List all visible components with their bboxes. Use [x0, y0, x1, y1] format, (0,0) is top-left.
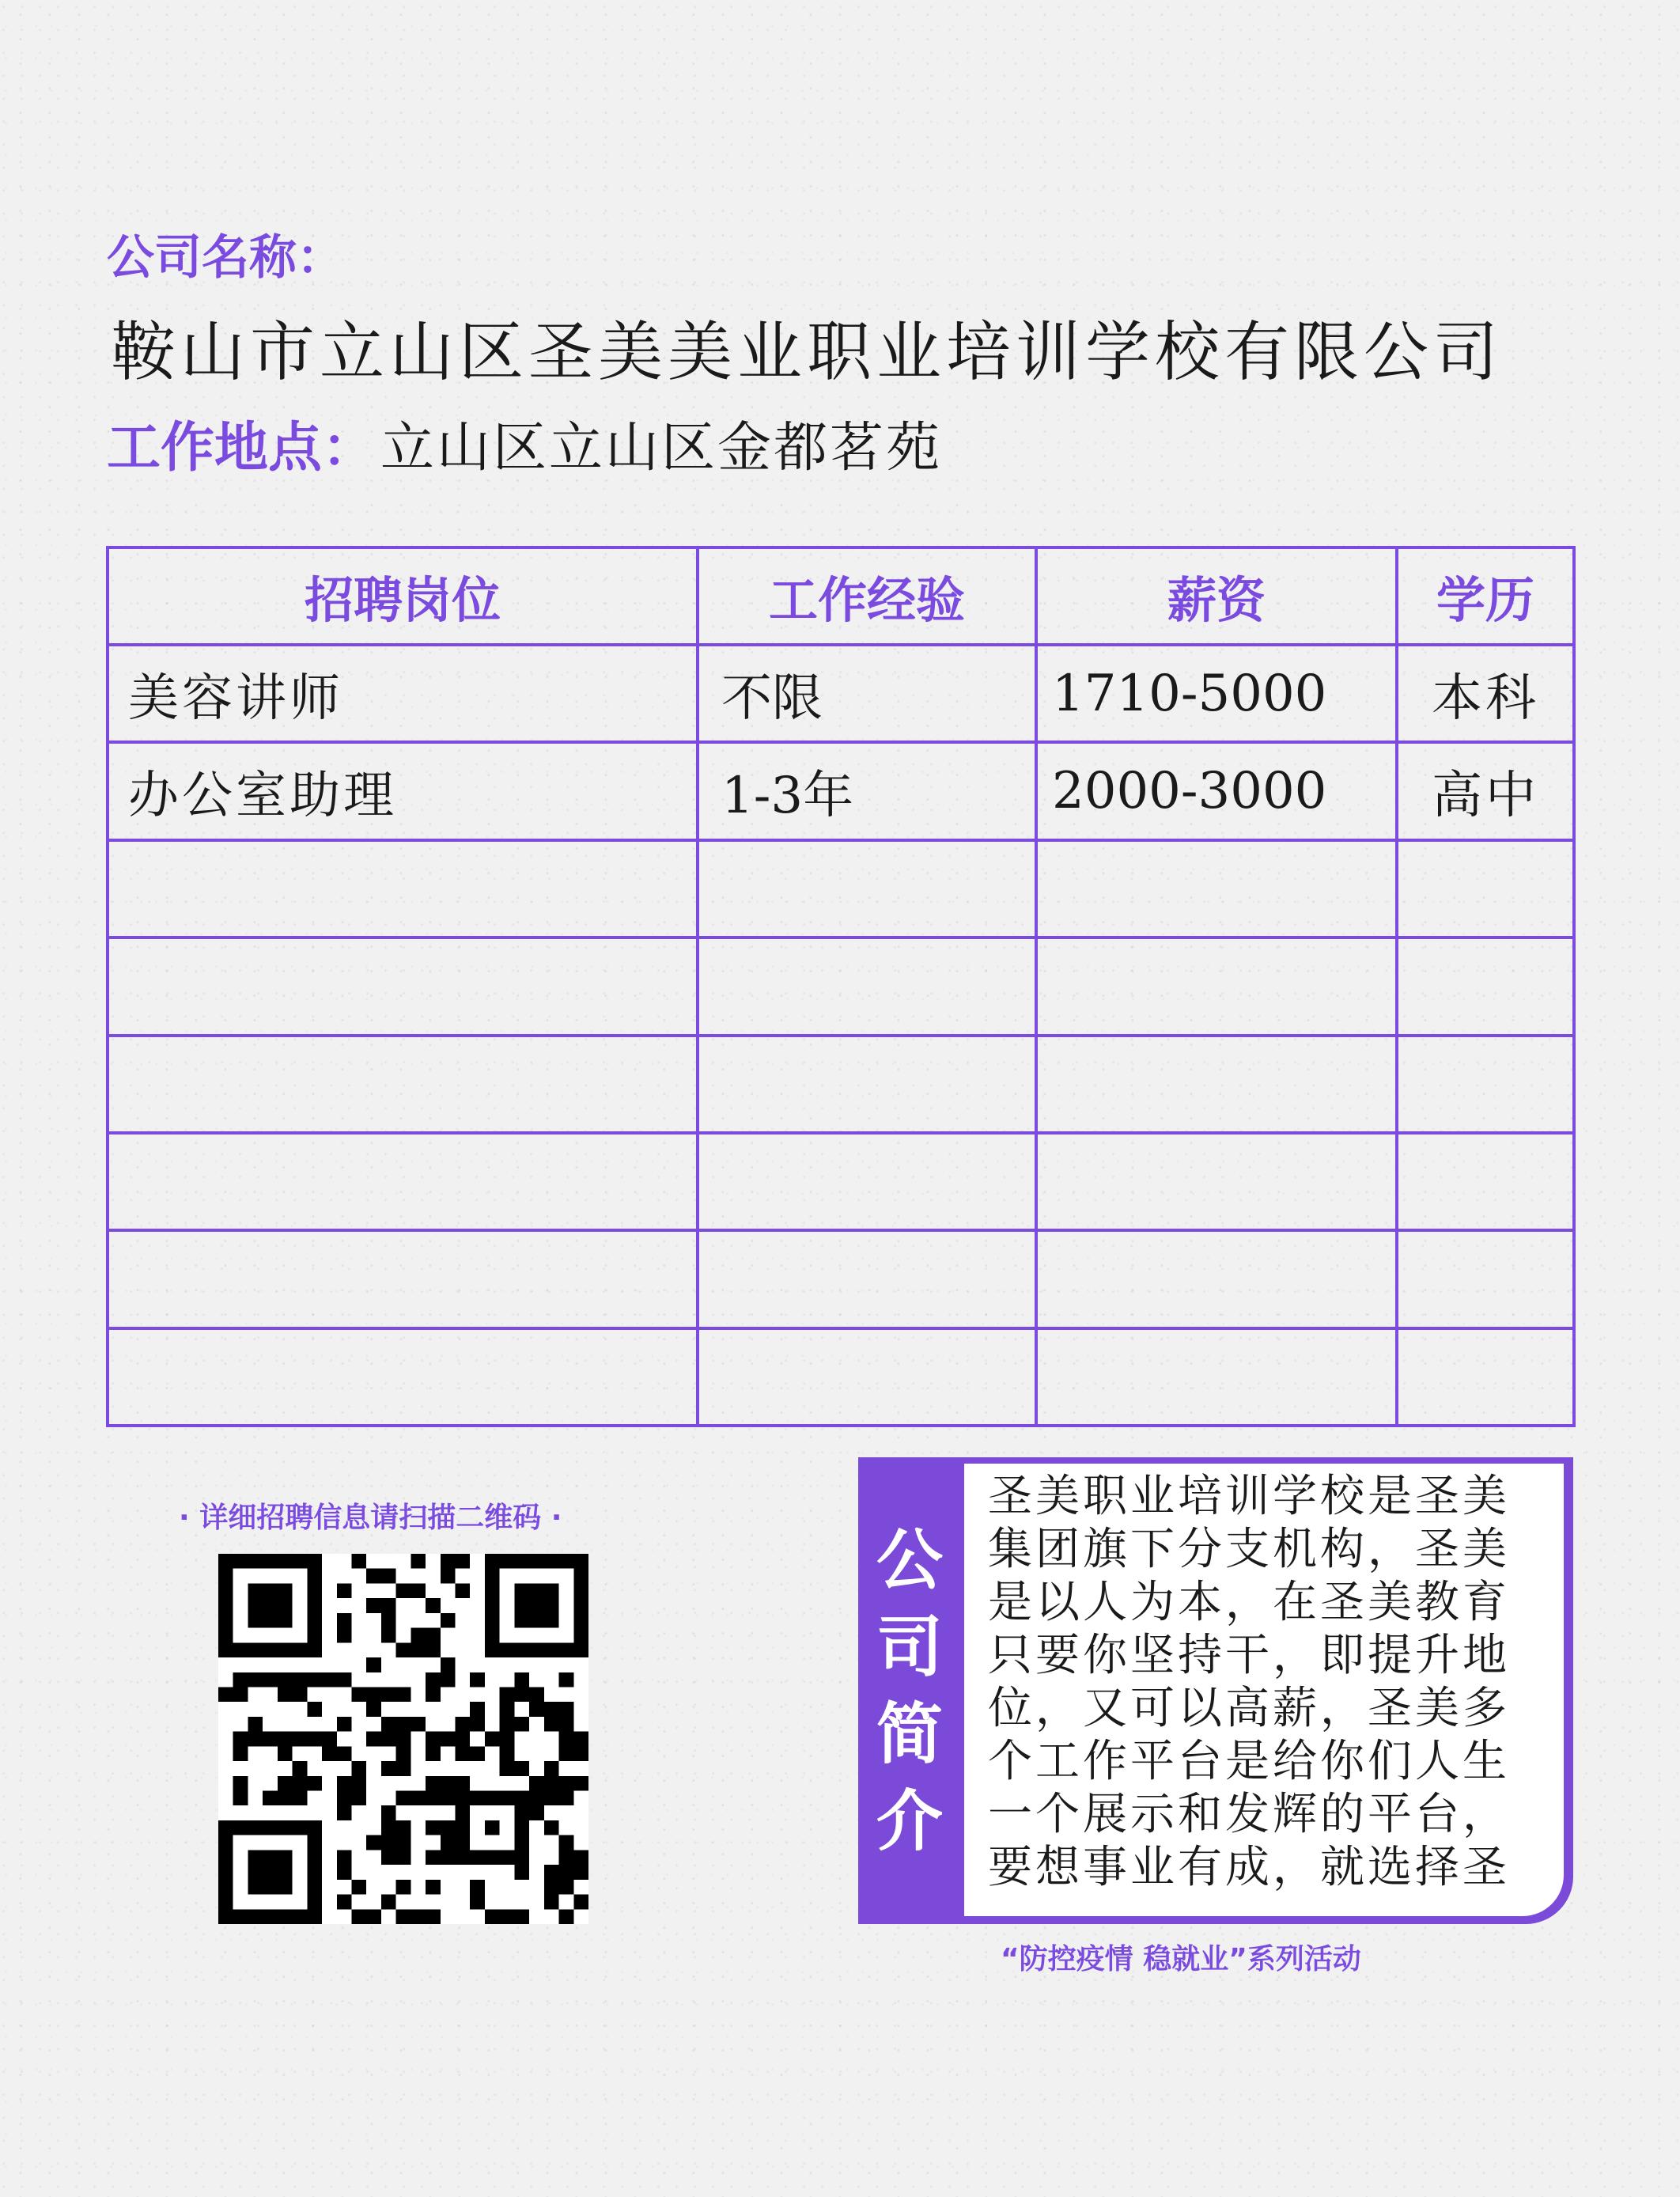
company-intro-box: [858, 1457, 1573, 1924]
company-intro-text: 圣美职业培训学校是圣美集团旗下分支机构，圣美是以人为本，在圣美教育只要你坚持干，即提升地位，又可以高薪，圣美多个工作平台是给你们人生一个展示和发辉的平台，要想事业有成，就选择圣: [964, 1464, 1564, 1916]
table-cell: [698, 1230, 1036, 1328]
work-location: [107, 405, 942, 482]
table-cell: [108, 840, 698, 938]
table-cell: [1397, 1133, 1574, 1230]
header-salary: 薪资: [1036, 547, 1397, 645]
table-cell: [698, 840, 1036, 938]
table-cell: [1036, 938, 1397, 1035]
table-cell: 1-3年: [698, 742, 1036, 839]
table-cell: [1397, 938, 1574, 1035]
qr-caption: · 详细招聘信息请扫描二维码 ·: [179, 1502, 562, 1534]
intro-title-char: 公: [876, 1521, 943, 1599]
intro-title-char: 简: [876, 1695, 943, 1773]
work-location-label: 工作地点：: [107, 417, 376, 479]
table-cell: [1036, 1230, 1397, 1328]
table-cell: 本科: [1397, 645, 1574, 742]
activity-caption: “防控疫情 稳就业”系列活动: [1001, 1943, 1361, 1975]
table-cell: [698, 1133, 1036, 1230]
table-cell: [108, 938, 698, 1035]
table-row: [108, 1133, 1574, 1230]
table-cell: [1036, 1328, 1397, 1426]
table-cell: [1397, 1328, 1574, 1426]
job-table: [106, 546, 1576, 1427]
table-row: [108, 1036, 1574, 1133]
table-cell: [1036, 840, 1397, 938]
intro-title-char: 司: [876, 1608, 943, 1686]
header-experience: 工作经验: [698, 547, 1036, 645]
table-row: [108, 645, 1574, 742]
table-cell: 高中: [1397, 742, 1574, 839]
header-position: 招聘岗位: [108, 547, 698, 645]
table-cell: [108, 1036, 698, 1133]
qr-code[interactable]: [218, 1554, 588, 1924]
table-cell: 办公室助理: [108, 742, 698, 839]
table-row: [108, 840, 1574, 938]
table-cell: 1710-5000: [1036, 645, 1397, 742]
table-cell: [108, 1328, 698, 1426]
table-cell: [1397, 1230, 1574, 1328]
table-cell: [1036, 1133, 1397, 1230]
table-cell: 2000-3000: [1036, 742, 1397, 839]
table-row: [108, 1230, 1574, 1328]
table-cell: [108, 1133, 698, 1230]
company-name-label: 公司名称：: [107, 230, 344, 286]
intro-title-char: 介: [876, 1782, 943, 1860]
table-cell: [1036, 1036, 1397, 1133]
table-cell: [698, 1328, 1036, 1426]
table-cell: [1397, 1036, 1574, 1133]
table-cell: 美容讲师: [108, 645, 698, 742]
table-row: [108, 742, 1574, 839]
table-row: [108, 938, 1574, 1035]
table-header-row: [108, 547, 1574, 645]
table-cell: 不限: [698, 645, 1036, 742]
company-name: 鞍山市立山区圣美美业职业培训学校有限公司: [111, 315, 1504, 390]
table-cell: [698, 1036, 1036, 1133]
company-intro-title: [858, 1457, 961, 1924]
work-location-value: 立山区立山区金都茗苑: [380, 417, 943, 479]
table-row: [108, 1328, 1574, 1426]
table-cell: [698, 938, 1036, 1035]
table-cell: [108, 1230, 698, 1328]
table-cell: [1397, 840, 1574, 938]
header-education: 学历: [1397, 547, 1574, 645]
